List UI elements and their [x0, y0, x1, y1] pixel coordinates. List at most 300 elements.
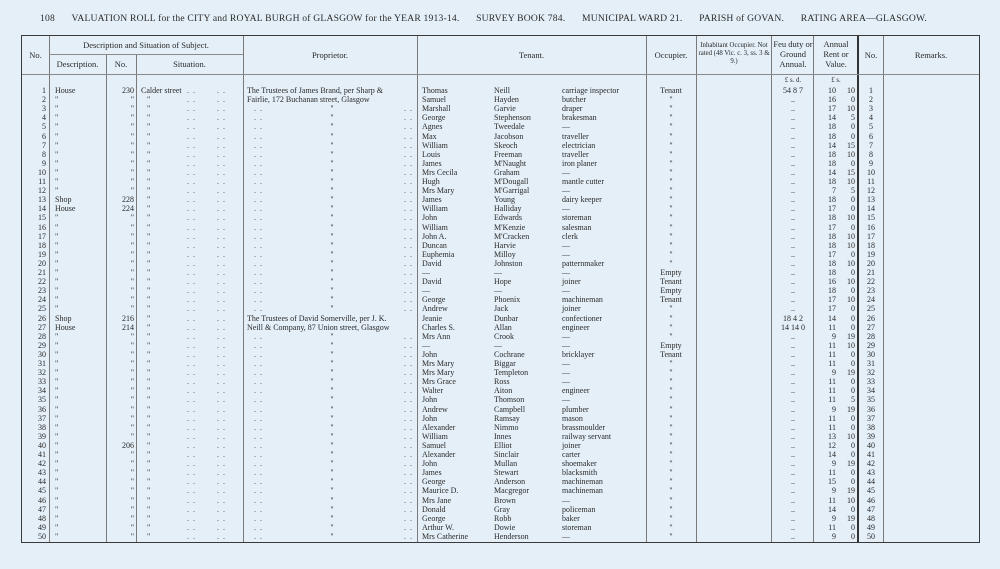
table-row [22, 141, 979, 150]
tenant-surname: Tweedale [494, 122, 525, 132]
row-number: 1 [42, 86, 46, 95]
row-number: 4 [42, 113, 46, 123]
tenant-first-name: Alexander [422, 422, 456, 432]
occupier: " [669, 359, 673, 368]
rent-pounds: 17 [828, 295, 836, 305]
rent-pounds: 16 [828, 95, 836, 105]
situation-leader: . . [187, 377, 196, 387]
description: " [55, 177, 59, 186]
table-row [22, 86, 979, 95]
occupier: " [669, 240, 673, 250]
table-row [22, 314, 979, 323]
tenant-first-name: George [422, 295, 446, 305]
situation-leader: . . [217, 477, 226, 487]
proprietor: " [330, 477, 334, 487]
situation: " [147, 477, 151, 487]
table-row [22, 277, 979, 286]
rent-shillings: 0 [851, 322, 855, 332]
rent-pounds: 11 [828, 468, 836, 478]
proprietor: " [330, 277, 334, 287]
feu-duty: .. [791, 186, 795, 196]
tenant-occupation: — [562, 286, 570, 296]
tenant-first-name: Agnes [422, 122, 443, 132]
rent-shillings: 0 [851, 413, 855, 423]
tenant-occupation: — [562, 204, 570, 214]
proprietor-leader: . . [254, 304, 263, 314]
table-row [22, 341, 979, 350]
proprietor: " [330, 131, 334, 141]
occupier: " [669, 249, 673, 259]
tenant-first-name: Maurice D. [422, 486, 459, 496]
situation: " [147, 440, 151, 450]
row-number-right: 47 [867, 504, 875, 514]
house-number: " [130, 304, 134, 314]
table-row [22, 514, 979, 523]
tenant-surname: Edwards [494, 213, 522, 223]
rent-shillings: 19 [847, 486, 855, 496]
table-row [22, 459, 979, 468]
situation: " [147, 495, 151, 505]
tenant-surname: Gray [494, 504, 510, 514]
house-number: " [130, 386, 134, 396]
situation-leader: . . [217, 331, 226, 341]
situation-leader: . . [187, 86, 196, 95]
situation: " [147, 195, 151, 205]
row-number-right: 2 [869, 95, 873, 105]
col-rent: Annual Rent or Value. [823, 39, 849, 69]
tenant-surname: Cochrane [494, 349, 525, 359]
description: " [55, 368, 59, 378]
situation-leader: . . [217, 277, 226, 287]
col-description: Description. [56, 59, 99, 69]
rent-pounds: 11 [828, 349, 836, 359]
house-number: " [130, 340, 134, 350]
page-number: 108 [40, 13, 55, 24]
proprietor: The Trustees of James Brand, per Sharp & [247, 86, 383, 95]
rent-pounds: 18 [828, 258, 836, 268]
table-row [22, 122, 979, 131]
table-row [22, 496, 979, 505]
tenant-surname: Dowie [494, 522, 516, 532]
situation-leader: . . [217, 440, 226, 450]
situation-leader: . . [217, 113, 226, 123]
situation: " [147, 95, 151, 105]
row-number-right: 27 [867, 322, 875, 332]
situation: " [147, 395, 151, 405]
tenant-surname: Graham [494, 167, 520, 177]
situation-leader: . . [187, 322, 196, 332]
proprietor-leader: . . [254, 186, 263, 196]
situation-leader: . . [217, 495, 226, 505]
feu-duty: .. [791, 377, 795, 387]
rent-pounds: 12 [828, 440, 836, 450]
rent-shillings: 19 [847, 459, 855, 469]
proprietor-leader: . . [254, 122, 263, 132]
row-number-right: 13 [867, 195, 875, 205]
tenant-surname: Macgregor [494, 486, 530, 496]
occupier: " [669, 313, 673, 323]
row-number: 48 [38, 513, 46, 523]
row-number-right: 17 [867, 231, 875, 241]
feu-duty: .. [791, 240, 795, 250]
feu-duty: .. [791, 104, 795, 114]
table-row [22, 150, 979, 159]
tenant-first-name: James [422, 158, 442, 168]
house-number: 228 [122, 195, 134, 205]
situation-leader: . . [187, 340, 196, 350]
feu-duty: .. [791, 268, 795, 277]
rent-pounds: 9 [832, 404, 836, 414]
occupier: " [669, 204, 673, 214]
feu-duty: .. [791, 422, 795, 432]
row-number-right: 42 [867, 459, 875, 469]
tenant-first-name: George [422, 477, 446, 487]
table-row [22, 295, 979, 304]
tenant-occupation: — [562, 368, 570, 378]
tenant-surname: Dunbar [494, 313, 518, 323]
row-number: 11 [38, 177, 46, 186]
proprietor-leader: . . [254, 422, 263, 432]
table-row [22, 505, 979, 514]
tenant-occupation: mason [562, 413, 583, 423]
situation-leader: . . [187, 450, 196, 459]
tenant-occupation: — [562, 122, 570, 132]
situation-leader: . . [217, 531, 226, 541]
proprietor: " [330, 304, 334, 314]
house-number: " [130, 167, 134, 177]
occupier: Empty [660, 286, 682, 296]
feu-duty: 18 4 2 [783, 313, 803, 323]
house-number: " [130, 359, 134, 368]
rent-shillings: 19 [847, 368, 855, 378]
situation-leader: . . [217, 186, 226, 196]
proprietor: " [330, 158, 334, 168]
occupier: " [669, 404, 673, 414]
proprietor-leader: . . [404, 240, 413, 250]
situation-leader: . . [187, 286, 196, 296]
proprietor: " [330, 122, 334, 132]
proprietor: Neill & Company, 87 Union street, Glasgow [247, 322, 390, 332]
tenant-surname: Young [494, 195, 515, 205]
row-number: 35 [38, 395, 46, 405]
row-number-right: 30 [867, 349, 875, 359]
proprietor-leader: . . [254, 513, 263, 523]
description: " [55, 359, 59, 368]
table-row [22, 159, 979, 168]
description: " [55, 522, 59, 532]
rent-pounds: 14 [828, 140, 836, 150]
proprietor: " [330, 386, 334, 396]
proprietor-leader: . . [404, 186, 413, 196]
proprietor-leader: . . [254, 177, 263, 186]
occupier: " [669, 258, 673, 268]
rent-shillings: 0 [851, 531, 855, 541]
row-number: 46 [38, 495, 46, 505]
proprietor-leader: . . [254, 413, 263, 423]
situation-leader: . . [187, 477, 196, 487]
tenant-occupation: — [562, 249, 570, 259]
house-number: " [130, 459, 134, 469]
col-occupier: Occupier. [654, 50, 688, 60]
rent-pounds: 11 [828, 522, 836, 532]
row-number: 50 [38, 531, 46, 541]
house-number: " [130, 395, 134, 405]
rent-shillings: 10 [847, 231, 855, 241]
proprietor-leader: . . [404, 268, 413, 277]
row-number: 13 [38, 195, 46, 205]
proprietor-leader: . . [254, 240, 263, 250]
tenant-surname: M'Cracken [494, 231, 530, 241]
tenant-occupation: traveller [562, 149, 589, 159]
feu-duty: .. [791, 195, 795, 205]
table-row [22, 468, 979, 477]
tenant-surname: — [494, 340, 502, 350]
situation-leader: . . [217, 222, 226, 232]
occupier: Tenant [660, 295, 682, 305]
situation-leader: . . [187, 359, 196, 368]
rent-pounds: 14 [828, 167, 836, 177]
proprietor-leader: . . [254, 295, 263, 305]
situation-leader: . . [217, 413, 226, 423]
header-divider [22, 74, 979, 75]
proprietor-leader: . . [404, 513, 413, 523]
proprietor-leader: . . [254, 195, 263, 205]
occupier: " [669, 395, 673, 405]
feu-duty: .. [791, 95, 795, 105]
proprietor: Fairlie, 172 Buchanan street, Glasgow [247, 95, 370, 105]
tenant-surname: Biggar [494, 359, 516, 368]
proprietor: " [330, 440, 334, 450]
rent-pounds: 11 [828, 495, 836, 505]
row-number: 29 [38, 340, 46, 350]
tenant-first-name: Jeanie [422, 313, 442, 323]
tenant-surname: Allan [494, 322, 512, 332]
tenant-occupation: carter [562, 450, 581, 459]
tenant-surname: Garvie [494, 104, 516, 114]
table-row [22, 95, 979, 104]
tenant-occupation: carriage inspector [562, 86, 620, 95]
tenant-surname: — [494, 268, 502, 277]
proprietor: " [330, 113, 334, 123]
house-number: " [130, 258, 134, 268]
proprietor: " [330, 340, 334, 350]
situation-leader: . . [217, 422, 226, 432]
proprietor-leader: . . [254, 277, 263, 287]
situation-leader: . . [217, 368, 226, 378]
rent-pounds: 18 [828, 177, 836, 186]
tenant-first-name: Mrs Cecila [422, 167, 458, 177]
rent-pounds: 11 [828, 359, 836, 368]
rent-shillings: 19 [847, 331, 855, 341]
rent-pounds: 14 [828, 450, 836, 459]
proprietor: " [330, 468, 334, 478]
table-row [22, 186, 979, 195]
occupier: " [669, 167, 673, 177]
row-number-right: 33 [867, 377, 875, 387]
rent-shillings: 0 [851, 422, 855, 432]
description: Shop [55, 313, 72, 323]
rent-pounds: 18 [828, 158, 836, 168]
row-number: 30 [38, 349, 46, 359]
occupier: " [669, 304, 673, 314]
proprietor: " [330, 531, 334, 541]
row-number: 6 [42, 131, 46, 141]
tenant-occupation: engineer [562, 386, 590, 396]
situation-leader: . . [187, 495, 196, 505]
rent-shillings: 5 [851, 395, 855, 405]
row-number-right: 16 [867, 222, 875, 232]
tenant-first-name: — [422, 286, 430, 296]
proprietor: " [330, 249, 334, 259]
situation-leader: . . [187, 486, 196, 496]
table-row [22, 232, 979, 241]
situation-leader: . . [217, 295, 226, 305]
occupier: " [669, 459, 673, 469]
row-number-right: 31 [867, 359, 875, 368]
proprietor-leader: . . [254, 249, 263, 259]
proprietor-leader: . . [404, 431, 413, 441]
feu-duty: .. [791, 531, 795, 541]
description: " [55, 395, 59, 405]
proprietor: " [330, 186, 334, 196]
row-number-right: 25 [867, 304, 875, 314]
row-number-right: 46 [867, 495, 875, 505]
tenant-first-name: Andrew [422, 404, 448, 414]
occupier: " [669, 386, 673, 396]
proprietor: " [330, 295, 334, 305]
tenant-occupation: butcher [562, 95, 586, 105]
row-number-right: 26 [867, 313, 875, 323]
situation: " [147, 295, 151, 305]
proprietor: " [330, 404, 334, 414]
description: " [55, 277, 59, 287]
occupier: " [669, 531, 673, 541]
proprietor-leader: . . [254, 149, 263, 159]
table-row [22, 195, 979, 204]
row-number-right: 28 [867, 331, 875, 341]
tenant-occupation: — [562, 395, 570, 405]
situation: " [147, 268, 151, 277]
occupier: " [669, 495, 673, 505]
proprietor-leader: . . [254, 268, 263, 277]
tenant-surname: Jack [494, 304, 509, 314]
house-number: " [130, 95, 134, 105]
situation-leader: . . [217, 213, 226, 223]
rent-pounds: 11 [828, 395, 836, 405]
tenant-occupation: storeman [562, 522, 592, 532]
occupier: " [669, 186, 673, 196]
proprietor-leader: . . [254, 395, 263, 405]
proprietor: " [330, 258, 334, 268]
proprietor-leader: . . [404, 477, 413, 487]
feu-duty: .. [791, 231, 795, 241]
proprietor: " [330, 177, 334, 186]
rent-shillings: 0 [851, 504, 855, 514]
rent-pounds: 11 [828, 340, 836, 350]
house-number: " [130, 122, 134, 132]
rent-pounds: 13 [828, 431, 836, 441]
situation-leader: . . [187, 277, 196, 287]
occupier: " [669, 377, 673, 387]
rent-pounds: 16 [828, 277, 836, 287]
row-number: 15 [38, 213, 46, 223]
tenant-first-name: Arthur W. [422, 522, 454, 532]
rent-pounds: 17 [828, 222, 836, 232]
row-number-right: 21 [867, 268, 875, 277]
situation-leader: . . [187, 240, 196, 250]
tenant-first-name: Duncan [422, 240, 447, 250]
situation: " [147, 249, 151, 259]
situation: " [147, 186, 151, 196]
description: " [55, 149, 59, 159]
rent-shillings: 0 [851, 377, 855, 387]
rent-shillings: 0 [851, 349, 855, 359]
tenant-first-name: Max [422, 131, 437, 141]
description: " [55, 268, 59, 277]
rent-shillings: 10 [847, 177, 855, 186]
rent-shillings: 10 [847, 277, 855, 287]
situation-leader: . . [187, 431, 196, 441]
tenant-occupation: — [562, 531, 570, 541]
situation-leader: . . [187, 213, 196, 223]
situation-leader: . . [187, 167, 196, 177]
feu-duty: .. [791, 513, 795, 523]
proprietor-leader: . . [254, 140, 263, 150]
feu-duty: .. [791, 450, 795, 459]
occupier: " [669, 231, 673, 241]
occupier: " [669, 331, 673, 341]
proprietor: " [330, 422, 334, 432]
description: " [55, 431, 59, 441]
situation-leader: . . [217, 450, 226, 459]
tenant-surname: — [494, 286, 502, 296]
proprietor: " [330, 431, 334, 441]
rent-pounds: 17 [828, 204, 836, 214]
rent-shillings: 15 [847, 167, 855, 177]
situation-leader: . . [217, 140, 226, 150]
feu-duty: .. [791, 522, 795, 532]
proprietor: " [330, 331, 334, 341]
tenant-occupation: brakesman [562, 113, 597, 123]
row-number-right: 14 [867, 204, 875, 214]
proprietor: " [330, 286, 334, 296]
situation-leader: . . [217, 359, 226, 368]
row-number-right: 11 [867, 177, 875, 186]
situation-leader: . . [187, 395, 196, 405]
table-row [22, 450, 979, 459]
description: " [55, 349, 59, 359]
proprietor: " [330, 268, 334, 277]
row-number: 17 [38, 231, 46, 241]
rent-shillings: 10 [847, 240, 855, 250]
tenant-surname: Harvie [494, 240, 516, 250]
row-number-right: 12 [867, 186, 875, 196]
proprietor: " [330, 222, 334, 232]
row-number: 7 [42, 140, 46, 150]
tenant-occupation: traveller [562, 131, 589, 141]
rent-pounds: 14 [828, 313, 836, 323]
tenant-occupation: salesman [562, 222, 592, 232]
rent-pounds: 11 [828, 413, 836, 423]
proprietor-leader: . . [254, 258, 263, 268]
rent-shillings: 10 [847, 213, 855, 223]
tenant-first-name: Marshall [422, 104, 451, 114]
proprietor-leader: . . [404, 368, 413, 378]
situation-leader: . . [217, 377, 226, 387]
description: " [55, 186, 59, 196]
tenant-surname: Brown [494, 495, 516, 505]
proprietor-leader: . . [254, 231, 263, 241]
